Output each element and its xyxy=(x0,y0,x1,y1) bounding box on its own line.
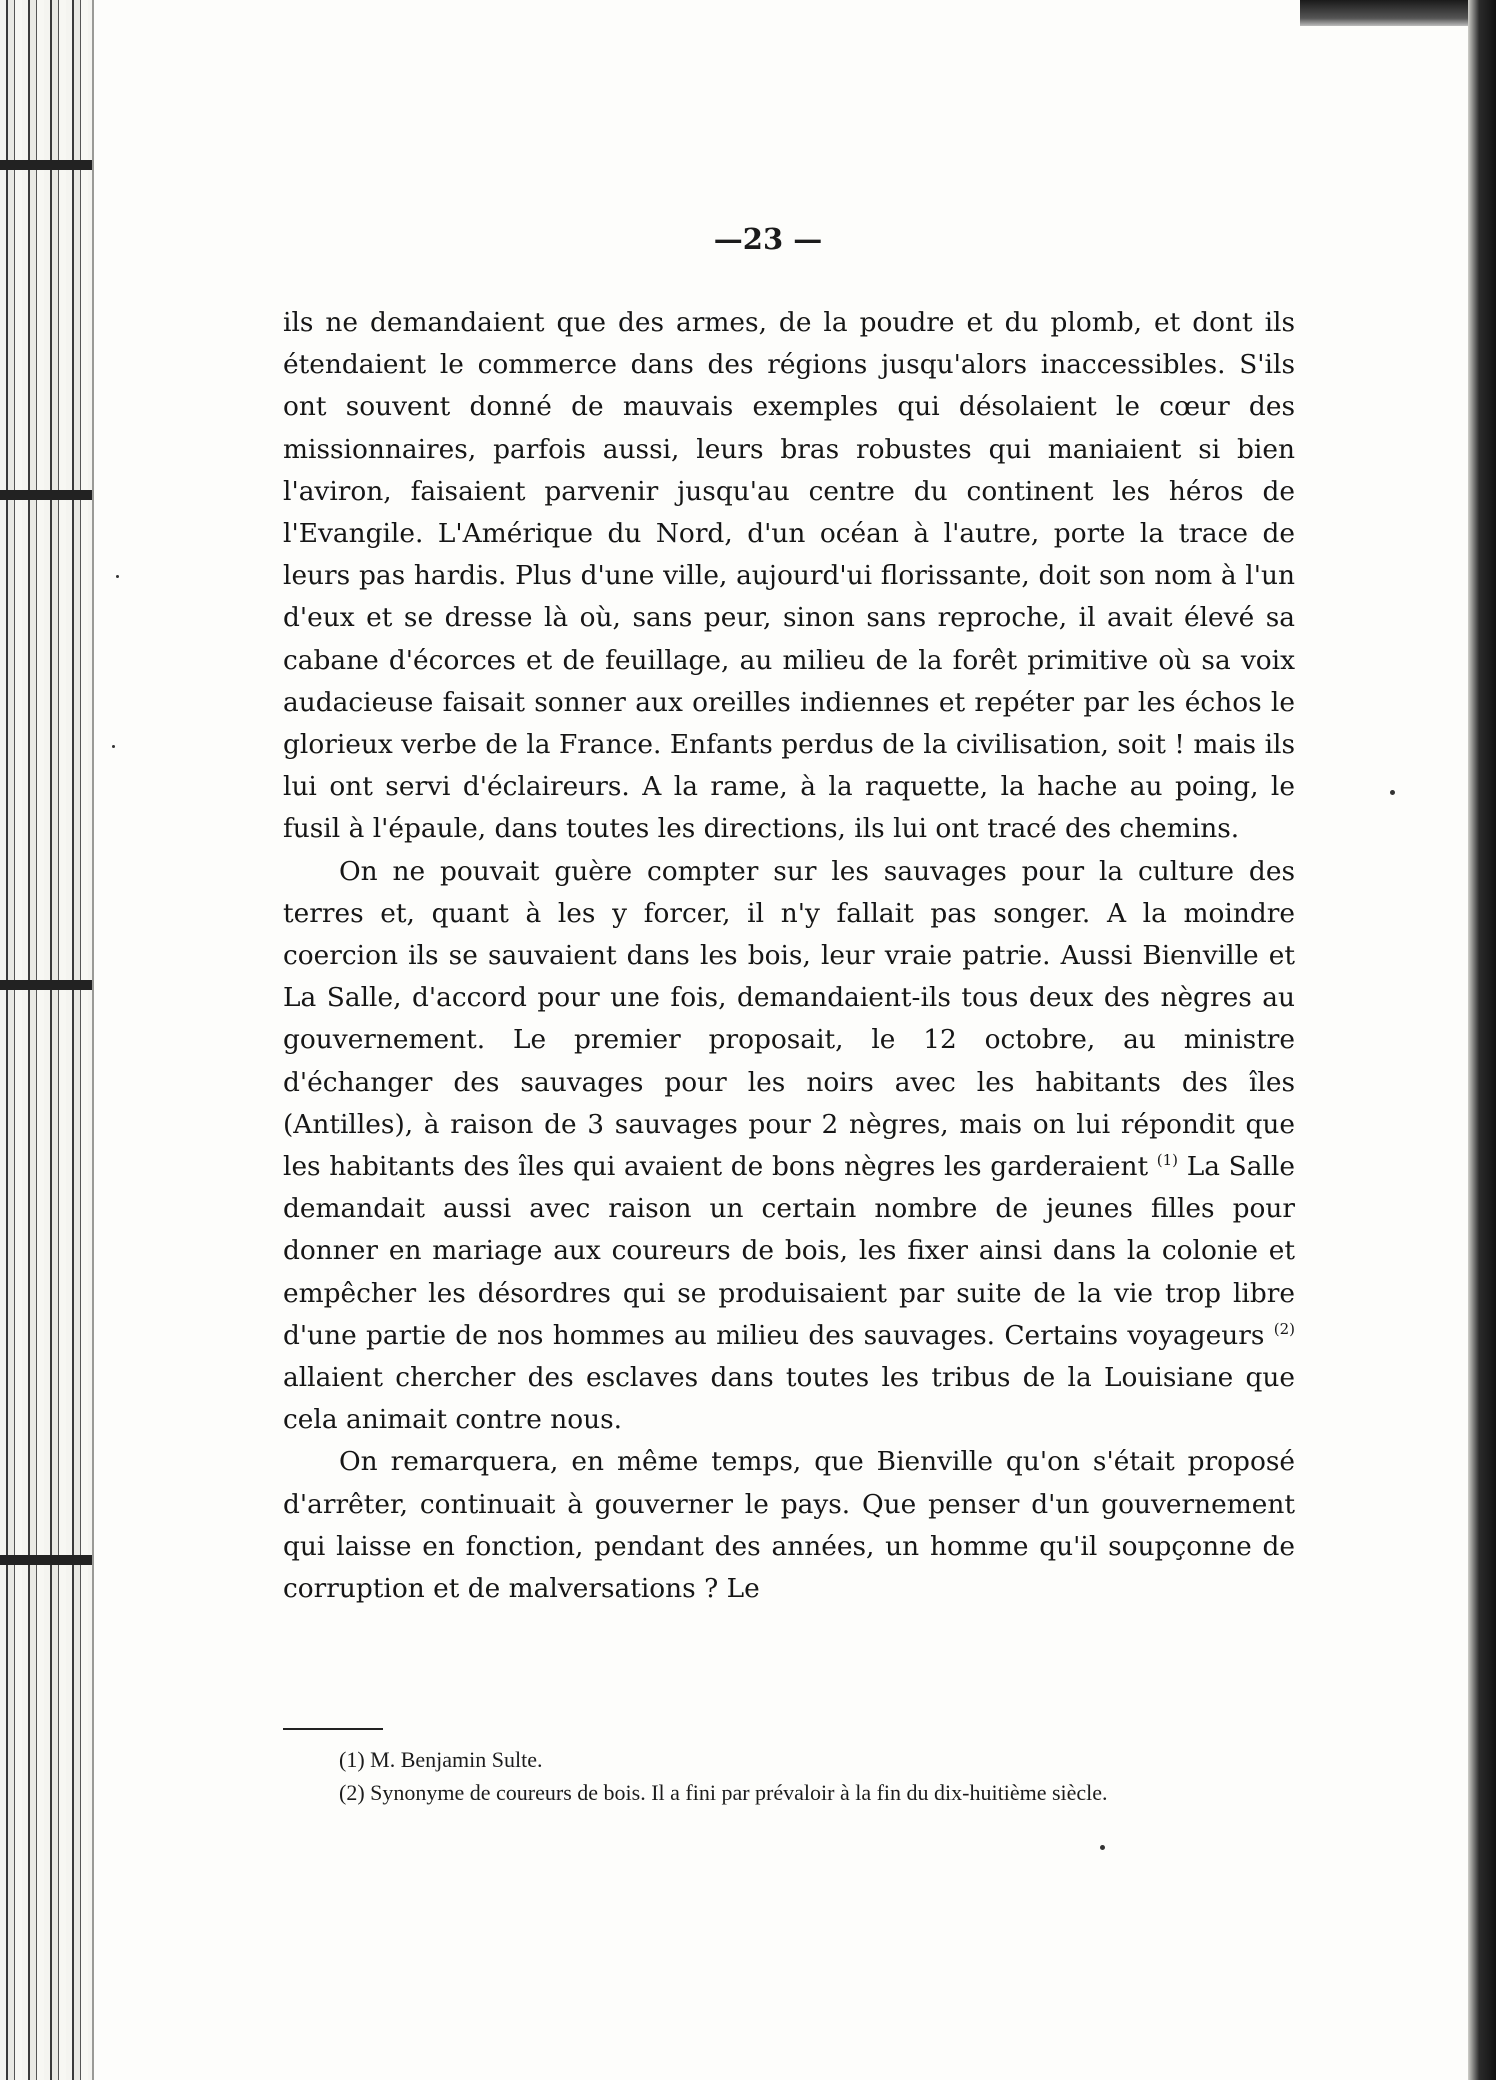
page-number: —23 — xyxy=(713,222,823,256)
book-binding xyxy=(0,0,94,2080)
page-edge-top xyxy=(1300,0,1496,26)
page-edge-right xyxy=(1468,0,1496,2080)
paragraph: ils ne demandaient que des armes, de la poudre et du plomb, et dont ils étendaient le commerce dans des régions jusqu'alors inaccessibles. S'ils ont souvent donné de mauvais exemples qui désolaient le cœur des missionnaires, parfois aussi, leurs bras robustes qui maniaient si bien l'aviron, faisaient parvenir jusqu'au centre du continent les héros de l'Evangile. L'Amérique du Nord, d'un océan à l'autre, porte la trace de leurs pas hardis. Plus d'une ville, aujourd'ui florissante, doit son nom à l'un d'eux et se dresse là où, sans peur, sinon sans reproche, il avait élevé sa cabane d'écorces et de feuillage, au milieu de la forêt primitive où sa voix audacieuse faisait sonner aux oreilles indiennes et repéter par les échos le glorieux verbe de la France. Enfants perdus de la civilisation, soit ! mais ils lui ont servi d'éclaireurs. A la rame, à la raquette, la hache au poing, le fusil à l'épaule, dans toutes les directions, ils lui ont tracé des chemins. xyxy=(283,307,1295,845)
footnote: (2) Synonyme de coureurs de bois. Il a fini par prévaloir à la fin du dix-huitième siècle. xyxy=(339,1780,1108,1805)
scan-speck xyxy=(1390,790,1395,795)
paragraph xyxy=(283,851,1295,1442)
scan-speck xyxy=(112,745,115,748)
binding-stitch xyxy=(0,980,92,990)
paragraph-text: allaient chercher des esclaves dans toutes les tribus de la Louisiane que cela animait contre nous. xyxy=(283,1362,1295,1436)
footnotes xyxy=(283,1743,1295,1809)
binding-stitch xyxy=(0,160,92,170)
footnote-rule xyxy=(283,1728,383,1730)
footnote-reference: (1) xyxy=(1156,1151,1179,1170)
scan-speck xyxy=(1100,1845,1105,1850)
binding-stitch xyxy=(0,490,92,500)
body-text xyxy=(283,302,1295,1610)
paragraph: On remarquera, en même temps, que Bienville qu'on s'était proposé d'arrêter, continuait à gouverner le pays. Que penser d'un gouvernement qui laisse en fonction, pendant des années, un homme qu'il soupçonne de corruption et de malversations ? Le xyxy=(283,1446,1295,1605)
footnote: (1) M. Benjamin Sulte. xyxy=(339,1747,543,1772)
scan-speck xyxy=(116,575,119,578)
paragraph-text: On ne pouvait guère compter sur les sauvages pour la culture des terres et, quant à les y forcer, il n'y fallait pas songer. A la moindre coercion ils se sauvaient dans les bois, leur vraie patrie. Aussi Bienville et La Salle, d'accord pour une fois, demandaient-ils tous deux des nègres au gouvernement. Le premier proposait, le 12 octobre, au ministre d'échanger des sauvages pour les noirs avec les habitants des îles (Antilles), à raison de 3 sauvages pour 2 nègres, mais on lui répondit que les habitants des îles qui avaient de bons nègres les garderaient xyxy=(283,855,1295,1183)
paragraph-text: La Salle demandait aussi avec raison un certain nombre de jeunes filles pour donner en mariage aux coureurs de bois, les fixer ainsi dans la colonie et empêcher les désordres qui se produisaient par suite de la vie trop libre d'une partie de nos hommes au milieu des sauvages. Certains voyageurs xyxy=(283,1151,1295,1351)
binding-stitch xyxy=(0,1555,92,1565)
footnote-reference: (2) xyxy=(1273,1319,1295,1338)
